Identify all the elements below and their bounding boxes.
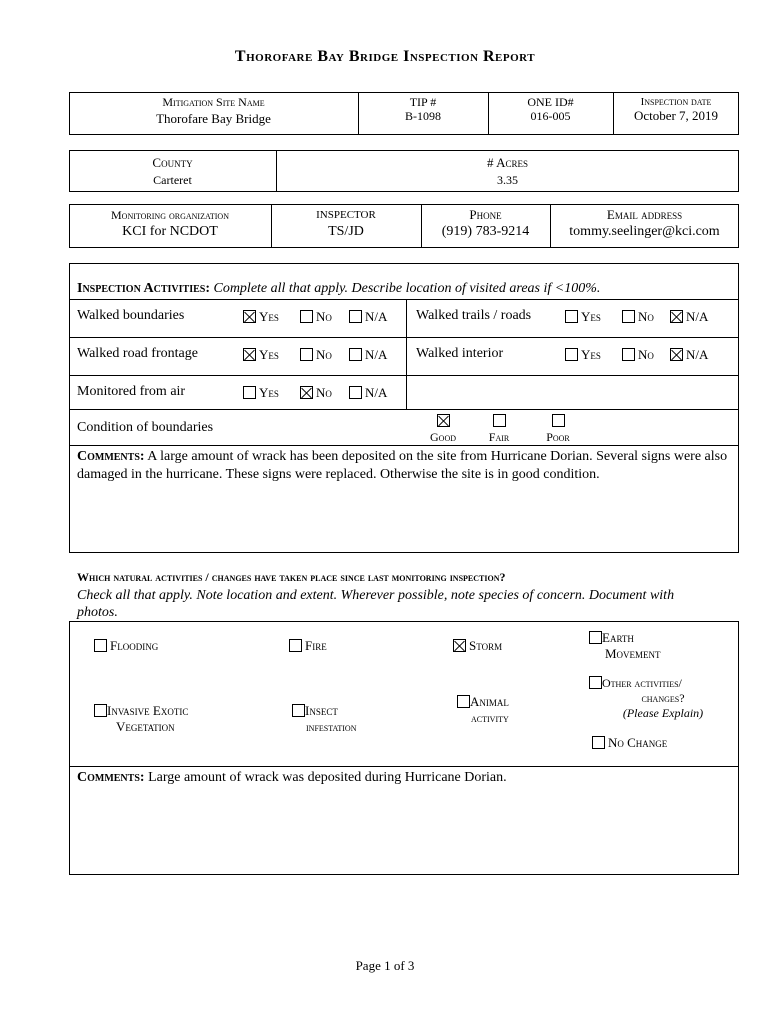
site-name-label: Mitigation Site Name [162,95,265,109]
checkbox-icon[interactable] [300,348,313,361]
checked-box-icon[interactable] [243,310,256,323]
inspector-value: TS/JD [328,224,364,239]
walked-boundaries-no[interactable]: No [300,309,332,325]
inspector-label: INSPECTOR [316,209,376,221]
flooding-option[interactable]: Flooding [94,638,158,654]
oneid-value: 016-005 [530,109,571,123]
monitored-air-label: Monitored from air [77,384,186,399]
inspection-activities-heading: Inspection Activities: [77,281,210,296]
natural-comments-text: Large amount of wrack was deposited during Hurricane Dorian. [148,770,507,785]
checkbox-icon[interactable] [349,386,362,399]
inspection-activities-instructions: Complete all that apply. Describe location of visited areas if <100%. [213,281,601,296]
org-value: KCI for NCDOT [122,224,218,239]
email-label: Email address [606,207,683,222]
no-change-option[interactable]: No Change [592,735,667,751]
checkbox-icon[interactable] [94,704,107,717]
checkbox-icon[interactable] [243,386,256,399]
page-title: Thorofare Bay Bridge Inspection Report [234,48,536,65]
natural-activities-instructions: Check all that apply. Note location and extent. Wherever possible, note species of concern. Document with photos. [77,588,675,620]
walked-interior-no[interactable]: No [622,347,654,363]
walked-boundaries-yes[interactable]: Yes [243,309,279,325]
checkbox-icon[interactable] [565,348,578,361]
checkbox-icon[interactable] [94,639,107,652]
checked-box-icon[interactable] [300,386,313,399]
walked-road-frontage-na[interactable]: N/A [349,347,387,363]
walked-trails-na[interactable]: N/A [670,309,708,325]
inspection-activities-section [69,263,739,553]
checkbox-icon[interactable] [592,736,605,749]
animal-activity-option[interactable]: Animal activity [457,694,509,726]
checked-box-icon[interactable] [243,348,256,361]
condition-poor[interactable]: Poor [538,412,578,444]
inspection-comments [77,448,733,484]
checkbox-icon[interactable] [622,310,635,323]
monitored-air-no[interactable]: No [300,385,332,401]
checkbox-icon[interactable] [349,310,362,323]
walked-interior-label: Walked interior [416,346,504,361]
checked-box-icon[interactable] [453,639,466,652]
oneid-label: ONE ID# [527,95,574,109]
checkbox-icon[interactable] [589,676,602,689]
natural-activities-heading: Which natural activities / changes have taken place since last monitoring inspection? [77,570,506,584]
acres-value: 3.35 [497,173,518,187]
checked-box-icon[interactable] [670,348,683,361]
checkbox-icon[interactable] [493,414,506,427]
walked-road-frontage-label: Walked road frontage [77,346,198,361]
county-value: Carteret [153,173,192,187]
natural-comments [77,769,733,787]
condition-fair[interactable]: Fair [479,412,519,444]
condition-good[interactable]: Good [423,412,463,444]
phone-label: Phone [469,207,502,222]
condition-label: Condition of boundaries [77,420,214,435]
inspection-activities-header [77,281,600,297]
walked-trails-label: Walked trails / roads [416,308,532,323]
email-value: tommy.seelinger@kci.com [569,224,720,239]
tip-label: TIP # [409,95,437,109]
inspection-comments-text: A large amount of wrack has been deposited on the site from Hurricane Dorian. Several signs were also damaged in the hurricane. These signs were replaced. Otherwise the site is in good condition. [77,449,728,482]
site-name-value: Thorofare Bay Bridge [156,111,271,126]
checkbox-icon[interactable] [349,348,362,361]
fire-option[interactable]: Fire [289,638,327,654]
walked-boundaries-na[interactable]: N/A [349,309,387,325]
acres-label: # Acres [487,155,528,170]
org-label: Monitoring organization [111,208,229,222]
checkbox-icon[interactable] [622,348,635,361]
inspection-date-label: Inspection date [640,96,712,108]
walked-road-frontage-no[interactable]: No [300,347,332,363]
checkbox-icon[interactable] [589,631,602,644]
checkbox-icon[interactable] [552,414,565,427]
checkbox-icon[interactable] [300,310,313,323]
natural-comments-label: Comments: [77,770,145,785]
invasive-exotic-option[interactable]: Invasive Exotic Vegetation [94,703,188,735]
county-label: County [152,155,193,170]
checkbox-icon[interactable] [565,310,578,323]
inspection-comments-label: Comments: [77,449,145,464]
monitored-air-na[interactable]: N/A [349,385,387,401]
checkbox-icon[interactable] [292,704,305,717]
checked-box-icon[interactable] [670,310,683,323]
walked-interior-na[interactable]: N/A [670,347,708,363]
inspection-date-value: October 7, 2019 [633,108,719,123]
storm-option[interactable]: Storm [453,638,502,654]
checkbox-icon[interactable] [457,695,470,708]
walked-road-frontage-yes[interactable]: Yes [243,347,279,363]
walked-trails-no[interactable]: No [622,309,654,325]
phone-value: (919) 783-9214 [441,224,530,239]
tip-value: B-1098 [405,109,441,123]
walked-boundaries-label: Walked boundaries [77,308,185,323]
insect-infestation-option[interactable]: Insect infestation [292,703,356,735]
page-number: Page 1 of 3 [355,958,415,973]
monitored-air-yes[interactable]: Yes [243,385,279,401]
checkbox-icon[interactable] [289,639,302,652]
walked-interior-yes[interactable]: Yes [565,347,601,363]
checked-box-icon[interactable] [437,414,450,427]
earth-movement-option[interactable]: Earth Movement [589,630,661,662]
other-activities-option[interactable]: Other activities/ changes? (Please Explain) [589,676,729,721]
walked-trails-yes[interactable]: Yes [565,309,601,325]
